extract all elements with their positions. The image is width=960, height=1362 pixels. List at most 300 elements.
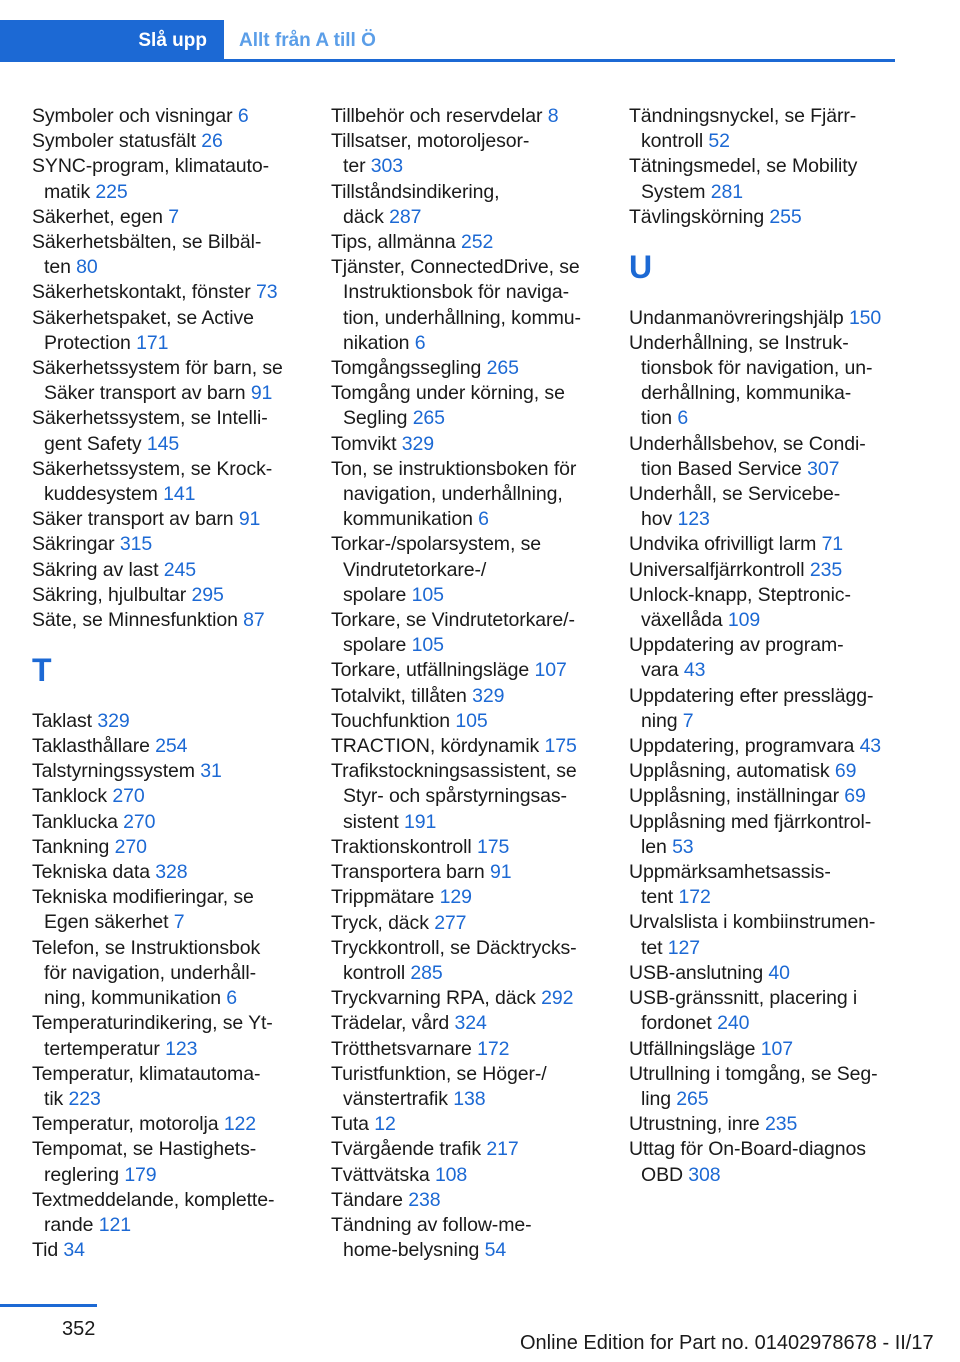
page-link[interactable]: 73 (255, 281, 278, 304)
entry-text: matik (44, 180, 91, 203)
entry-text: kommunikation (343, 508, 473, 531)
index-column-3 (629, 104, 904, 1188)
entry-text: kontroll (641, 130, 704, 153)
page-link[interactable]: 108 (434, 1163, 468, 1186)
entry-text: Säkerhetspaket, se Active (32, 306, 254, 329)
tab-allt-fran-a-till-o[interactable]: Allt från A till Ö (239, 30, 376, 51)
entry-text: däck (343, 205, 384, 228)
page-link[interactable]: 270 (112, 785, 145, 808)
entry-text: Totalvikt, tillåten (331, 684, 467, 707)
page-link[interactable]: 105 (455, 709, 488, 732)
entry-text: ten (44, 256, 71, 279)
index-entry (331, 381, 621, 431)
edition-note: Online Edition for Part no. 01402978678 - II/17 (520, 1332, 934, 1354)
page-link[interactable]: 287 (389, 205, 422, 228)
page-link[interactable]: 171 (136, 331, 169, 354)
index-entry (32, 810, 322, 835)
page-link[interactable]: 123 (677, 508, 710, 531)
index-entry (629, 684, 904, 734)
entry-text: Unlock-knapp, Steptronic- (629, 583, 851, 606)
page-link[interactable]: 69 (844, 785, 866, 808)
index-entry (32, 734, 322, 759)
index-entry (629, 986, 904, 1036)
page-link[interactable]: 53 (672, 835, 694, 858)
entry-text: len (641, 835, 667, 858)
page-link[interactable]: 277 (434, 911, 467, 934)
page-link[interactable]: 145 (146, 432, 180, 455)
entry-text: Tillbehör och reservdelar (331, 105, 543, 127)
section-letter: U (629, 249, 653, 286)
entry-text: Säkerhetskontakt, fönster (32, 281, 251, 304)
page-link[interactable]: 295 (191, 583, 224, 606)
index-entry (629, 1037, 904, 1062)
entry-text: Underhåll, se Servicebe- (629, 483, 841, 506)
page-link[interactable]: 217 (486, 1138, 519, 1161)
entry-text: Säkerhetssystem, se Intelli- (32, 407, 268, 430)
entry-text: Ton, se instruktionsboken för (331, 457, 577, 480)
entry-text: Turistfunktion, se Höger-/ (331, 1062, 547, 1085)
index-entry (32, 1238, 322, 1263)
index-entry (331, 936, 621, 986)
entry-text: Säkerhetsbälten, se Bilbäl- (32, 231, 262, 254)
entry-text: Utfällningsläge (629, 1037, 756, 1060)
index-entry (331, 129, 621, 179)
entry-text: Tomgångssegling (331, 357, 482, 380)
entry-text: Urvalslista i kombiinstrumen- (629, 911, 876, 934)
index-entry (629, 734, 904, 759)
entry-text: Tävlingskörning (629, 205, 765, 228)
footer-rule (0, 1304, 97, 1307)
entry-text: Säker transport av barn (44, 382, 246, 405)
entry-text: Tuta (331, 1113, 369, 1136)
entry-text: Säkerhetssystem för barn, se (32, 357, 283, 380)
entry-text: home-belysning (343, 1239, 480, 1262)
entry-text: Uppmärksamhetsassis- (629, 861, 831, 884)
entry-text: gent Safety (44, 432, 142, 455)
index-entry (629, 583, 904, 633)
index-entry (629, 104, 904, 154)
entry-text: Tekniska modifieringar, se (32, 886, 254, 909)
index-entry (331, 180, 621, 230)
entry-text: tet (641, 936, 663, 959)
index-entry (32, 230, 322, 280)
entry-text: Segling (343, 407, 408, 430)
page-link[interactable]: 179 (124, 1163, 157, 1186)
page-link[interactable]: 285 (410, 961, 443, 984)
index-entry (629, 482, 904, 532)
page-link[interactable]: 191 (404, 810, 437, 833)
page-link[interactable]: 240 (717, 1012, 750, 1035)
index-entry (331, 1213, 621, 1263)
index-entry (32, 1188, 322, 1238)
page-link[interactable]: 43 (859, 735, 882, 758)
page-link[interactable]: 34 (63, 1239, 85, 1262)
entry-text: reglering (44, 1163, 119, 1186)
entry-text: Temperatur, klimatautoma- (32, 1062, 261, 1085)
index-entry (32, 784, 322, 809)
entry-text: Textmeddelande, komplette- (32, 1188, 275, 1211)
page-link[interactable]: 281 (710, 180, 743, 203)
page-link[interactable]: 12 (374, 1113, 396, 1136)
entry-text: Universalfjärrkontroll (629, 558, 805, 581)
index-entry (629, 810, 904, 860)
index-entry (32, 104, 322, 129)
index-entry (331, 104, 621, 129)
page-link[interactable]: 172 (678, 886, 711, 909)
index-entry (629, 1062, 904, 1112)
entry-text: Temperatur, motorolja (32, 1113, 219, 1136)
entry-text: Utrustning, inre (629, 1113, 760, 1136)
index-entry (331, 356, 621, 381)
entry-text: Egen säkerhet (44, 911, 169, 934)
page-link[interactable]: 307 (807, 457, 840, 480)
entry-text: Tekniska data (32, 861, 150, 884)
page-link[interactable]: 7 (173, 911, 185, 934)
page-link[interactable]: 303 (370, 155, 404, 178)
page-link[interactable]: 54 (484, 1239, 507, 1262)
entry-text: Säker transport av barn (32, 508, 234, 531)
index-entry (32, 759, 322, 784)
page-link[interactable]: 80 (76, 256, 98, 279)
page-link[interactable]: 122 (223, 1113, 257, 1136)
entry-text: Styr- och spårstyrningsas- (343, 785, 567, 808)
index-entry (32, 457, 322, 507)
index-entry (331, 1137, 621, 1162)
index-entry (629, 532, 904, 557)
tab-sla-upp[interactable]: Slå upp (0, 20, 224, 62)
index-entry (32, 1062, 322, 1112)
page-link[interactable]: 265 (486, 357, 519, 380)
entry-text: Underhållsbehov, se Condi- (629, 432, 866, 455)
entry-text: vara (641, 659, 679, 682)
entry-text: SYNC-program, klimatauto- (32, 155, 269, 178)
page-link[interactable]: 254 (155, 735, 188, 758)
index-entry (32, 608, 322, 633)
index-entry (32, 1011, 322, 1061)
entry-text: Uttag för On-Board-diagnos (629, 1138, 866, 1161)
page-link[interactable]: 238 (408, 1188, 441, 1211)
page-link[interactable]: 7 (682, 709, 694, 732)
entry-text: ning (641, 709, 678, 732)
entry-text: USB-gränssnitt, placering i (629, 987, 858, 1010)
page-link[interactable]: 105 (411, 583, 444, 606)
page-link[interactable]: 172 (477, 1037, 510, 1060)
entry-text: Tryck, däck (331, 911, 429, 934)
entry-text: Vindrutetorkare-/ (343, 558, 487, 581)
entry-text: hov (641, 508, 673, 531)
index-entry (629, 306, 904, 331)
index-entry (331, 457, 621, 533)
entry-text: Tempomat, se Hastighets- (32, 1138, 257, 1161)
page-link[interactable]: 138 (453, 1087, 486, 1110)
index-column-1 (32, 104, 322, 1263)
entry-text: Upplåsning, inställningar (629, 785, 839, 808)
entry-text: Torkare, utfällningsläge (331, 659, 530, 682)
entry-text: fordonet (641, 1012, 712, 1035)
page-link[interactable]: 127 (667, 936, 700, 959)
entry-text: OBD (641, 1163, 683, 1186)
index-entry (32, 205, 322, 230)
page-link[interactable]: 270 (114, 835, 147, 858)
index-entry (32, 532, 322, 557)
index-entry (331, 1011, 621, 1036)
page-link[interactable]: 265 (676, 1087, 709, 1110)
entry-text: Tvärgående trafik (331, 1138, 482, 1161)
page-link[interactable]: 91 (238, 508, 261, 531)
page-link[interactable]: 270 (123, 810, 156, 833)
entry-text: Utrullning i tomgång, se Seg- (629, 1062, 878, 1085)
page-link[interactable]: 6 (478, 508, 489, 531)
page-link[interactable]: 8 (547, 105, 559, 127)
page-link[interactable]: 252 (461, 231, 494, 254)
entry-text: Talstyrningssystem (32, 760, 195, 783)
index-entry (629, 860, 904, 910)
page-link[interactable]: 235 (809, 558, 843, 581)
page-link[interactable]: 129 (439, 886, 472, 909)
index-entry (331, 835, 621, 860)
page-link[interactable]: 31 (200, 760, 222, 783)
entry-text: Tid (32, 1239, 59, 1262)
entry-text: sistent (343, 810, 399, 833)
entry-text: Tätningsmedel, se Mobility (629, 155, 858, 178)
entry-text: Touchfunktion (331, 709, 451, 732)
index-entry (629, 1112, 904, 1137)
page-link[interactable]: 40 (768, 961, 790, 984)
index-entry (331, 1163, 621, 1188)
entry-text: Tankning (32, 835, 110, 858)
entry-text: Taklasthållare (32, 735, 150, 758)
entry-text: Trötthetsvarnare (331, 1037, 472, 1060)
entry-text: Tändningsnyckel, se Fjärr- (629, 105, 857, 127)
entry-text: Upplåsning med fjärrkontrol- (629, 810, 872, 833)
index-entry (32, 406, 322, 456)
entry-text: kuddesystem (44, 483, 158, 506)
index-entry (629, 558, 904, 583)
page-link[interactable]: 43 (683, 659, 706, 682)
page-link[interactable]: 87 (243, 609, 265, 632)
index-entry (32, 885, 322, 935)
page-link[interactable]: 265 (412, 407, 445, 430)
page-link[interactable]: 308 (688, 1163, 721, 1186)
entry-text: tionsbok för navigation, un- (641, 357, 873, 380)
page-link[interactable]: 328 (155, 861, 188, 884)
entry-text: spolare (343, 634, 407, 657)
page-link[interactable]: 109 (727, 609, 761, 632)
entry-text: ling (641, 1087, 671, 1110)
page-link[interactable]: 329 (97, 709, 130, 732)
page-link[interactable]: 235 (764, 1113, 798, 1136)
entry-text: Tillståndsindikering, (331, 180, 500, 203)
page-link[interactable]: 52 (708, 130, 730, 153)
index-entry (331, 759, 621, 835)
index-entry (32, 558, 322, 583)
index-entry (331, 684, 621, 709)
index-entry (331, 1037, 621, 1062)
index-entry (629, 633, 904, 683)
page-link[interactable]: 105 (411, 634, 444, 657)
entry-text: Tips, allmänna (331, 231, 456, 254)
entry-text: Tomvikt (331, 432, 397, 455)
page-link[interactable]: 175 (476, 835, 510, 858)
entry-text: Undvika ofrivilligt larm (629, 533, 817, 556)
entry-text: ning, kommunikation (44, 987, 221, 1010)
entry-text: Säkring, hjulbultar (32, 583, 187, 606)
entry-text: Uppdatering, programvara (629, 735, 855, 758)
entry-text: derhållning, kommunika- (641, 382, 852, 405)
page-link[interactable]: 175 (544, 735, 577, 758)
entry-text: spolare (343, 583, 407, 606)
entry-text: Instruktionsbok för naviga- (343, 281, 569, 304)
entry-text: Telefon, se Instruktionsbok (32, 936, 261, 959)
entry-text: växellåda (641, 609, 723, 632)
page-link[interactable]: 6 (414, 331, 426, 354)
entry-text: TRACTION, kördynamik (331, 735, 540, 758)
top-navigation (0, 0, 895, 62)
entry-text: Tomgång under körning, se (331, 382, 565, 405)
index-entry (32, 709, 322, 734)
index-entry (331, 230, 621, 255)
index-entry (32, 154, 322, 204)
entry-text: Säte, se Minnesfunktion (32, 609, 238, 632)
entry-text: Underhållning, se Instruk- (629, 331, 849, 354)
index-column-2 (331, 104, 621, 1263)
index-entry (32, 129, 322, 154)
page-link[interactable]: 91 (250, 382, 273, 405)
entry-text: Trippmätare (331, 886, 435, 909)
nav-divider (0, 59, 895, 62)
page-link[interactable]: 245 (163, 558, 196, 581)
entry-text: tertemperatur (44, 1037, 160, 1060)
entry-text: Upplåsning, automatisk (629, 760, 830, 783)
index-entry (331, 1188, 621, 1213)
page-link[interactable]: 150 (848, 306, 882, 329)
entry-text: tion, underhållning, kommu- (343, 306, 581, 329)
page-link[interactable]: 292 (541, 987, 574, 1010)
entry-text: Torkar-/spolarsystem, se (331, 533, 541, 556)
entry-text: System (641, 180, 706, 203)
entry-text: Tändare (331, 1188, 403, 1211)
index-entry (32, 1137, 322, 1187)
page-link[interactable]: 141 (163, 483, 196, 506)
page-link[interactable]: 91 (489, 861, 512, 884)
index-entry (629, 961, 904, 986)
page-link[interactable]: 123 (165, 1037, 198, 1060)
index-entry (331, 911, 621, 936)
index-entry (629, 331, 904, 432)
index-entry (629, 784, 904, 809)
index-entry (32, 356, 322, 406)
page-link[interactable]: 26 (201, 130, 223, 153)
page-link[interactable]: 121 (98, 1213, 131, 1236)
index-entry (331, 255, 621, 356)
index-entry (331, 532, 621, 608)
entry-text: Transportera barn (331, 861, 485, 884)
entry-text: tent (641, 886, 674, 909)
entry-text: Symboler och visningar (32, 105, 233, 127)
page-link[interactable]: 223 (68, 1087, 101, 1110)
index-entry (331, 885, 621, 910)
page-link[interactable]: 107 (760, 1037, 793, 1060)
entry-text: Tillsatser, motoroljesor- (331, 130, 530, 153)
entry-text: Säkerhetssystem, se Krock- (32, 457, 273, 480)
index-entry (629, 154, 904, 204)
entry-text: USB-anslutning (629, 961, 764, 984)
entry-text: Trafikstockningsassistent, se (331, 760, 577, 783)
page-link[interactable]: 7 (168, 205, 179, 228)
index-entry (32, 1112, 322, 1137)
page-link[interactable]: 329 (472, 684, 505, 707)
index-entry (331, 608, 621, 658)
index-entry (32, 860, 322, 885)
index-entry (32, 306, 322, 356)
entry-text: kontroll (343, 961, 406, 984)
index-entry (331, 658, 621, 683)
page-link[interactable]: 6 (237, 105, 249, 127)
entry-text: rande (44, 1213, 94, 1236)
entry-text: nikation (343, 331, 410, 354)
entry-text: Trädelar, vård (331, 1012, 450, 1035)
index-entry (331, 860, 621, 885)
index-entry (629, 759, 904, 784)
page-link[interactable]: 107 (534, 659, 567, 682)
entry-text: ter (343, 155, 366, 178)
entry-text: Torkare, se Vindrutetorkare/- (331, 609, 575, 632)
index-entry (331, 986, 621, 1011)
index-entry (629, 205, 904, 230)
page-number: 352 (62, 1318, 96, 1340)
entry-text: Symboler statusfält (32, 130, 196, 153)
entry-text: tik (44, 1087, 64, 1110)
index-entry (32, 583, 322, 608)
entry-text: för navigation, underhåll- (44, 961, 257, 984)
entry-text: Tvättvätska (331, 1163, 430, 1186)
entry-text: Tanklock (32, 785, 108, 808)
entry-text: tion Based Service (641, 457, 802, 480)
page-link[interactable]: 71 (821, 533, 844, 556)
page-link[interactable]: 329 (401, 432, 434, 455)
entry-text: tion (641, 407, 673, 430)
section-letter: T (32, 652, 52, 689)
entry-text: Tryckvarning RPA, däck (331, 987, 536, 1010)
entry-text: Uppdatering efter presslägg- (629, 684, 874, 707)
page-link[interactable]: 255 (769, 205, 802, 228)
entry-text: Temperaturindikering, se Yt- (32, 1012, 273, 1035)
page-link[interactable]: 6 (677, 407, 689, 430)
index-entry (629, 910, 904, 960)
page-link[interactable]: 315 (119, 533, 153, 556)
entry-text: Säkerhet, egen (32, 205, 163, 228)
entry-text: navigation, underhållning, (343, 483, 563, 506)
index-entry (331, 432, 621, 457)
page-link[interactable]: 324 (454, 1012, 487, 1035)
entry-text: vänstertrafik (343, 1087, 448, 1110)
index-entry (32, 835, 322, 860)
page-link[interactable]: 6 (226, 987, 238, 1010)
index-entry (331, 1062, 621, 1112)
entry-text: Protection (44, 331, 131, 354)
page-link[interactable]: 69 (834, 760, 857, 783)
index-entry (32, 507, 322, 532)
index-entry (32, 280, 322, 305)
index-entry (331, 734, 621, 759)
index-entry (331, 709, 621, 734)
entry-text: Traktionskontroll (331, 835, 472, 858)
entry-text: Säkring av last (32, 558, 159, 581)
index-entry (32, 936, 322, 1012)
index-entry (629, 432, 904, 482)
entry-text: Säkringar (32, 533, 115, 556)
page-link[interactable]: 225 (95, 180, 128, 203)
